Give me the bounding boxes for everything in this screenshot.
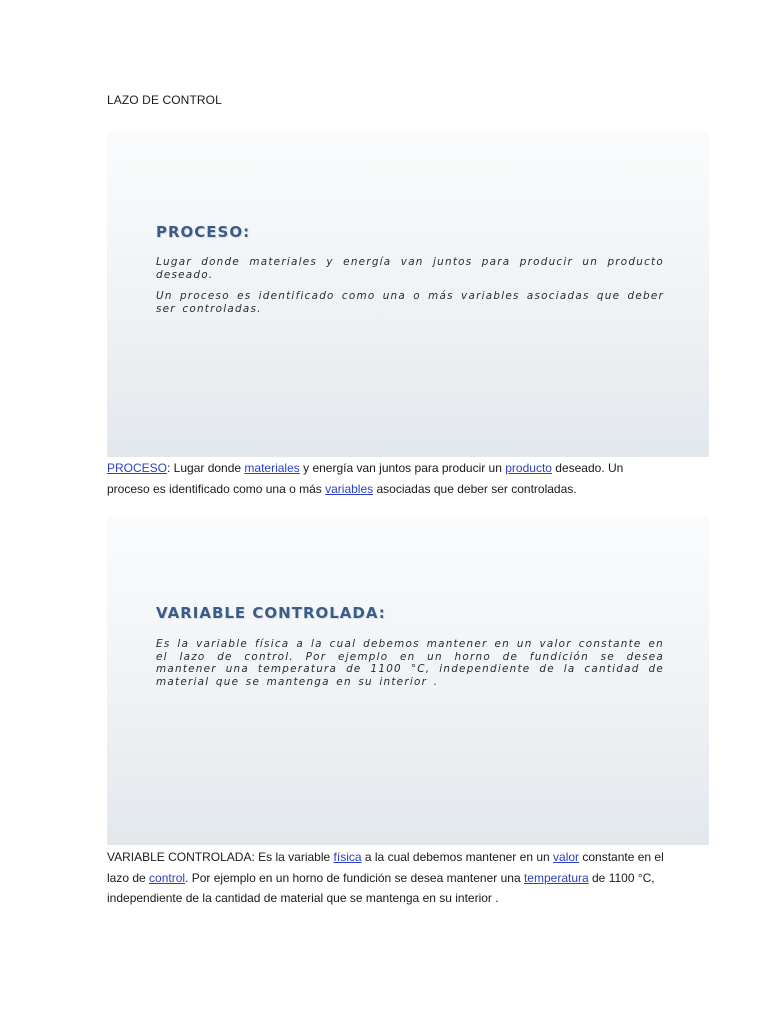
paragraph-text: asociadas que deber ser controladas. [373,481,577,496]
paragraph-text: . Por ejemplo en un horno de fundición se desea mantener una [185,870,524,885]
link-fisica[interactable]: física [333,850,362,864]
paragraph-text: constante en el lazo de [107,850,664,885]
paragraph-variable-controlada [107,847,667,909]
link-control[interactable]: control [149,870,186,885]
slide-title: PROCESO: [156,223,251,241]
slide-text: Es la variable física a la cual debemos mantener en un valor constante en el lazo de control. Por ejemplo en un horno de fundición se desea mantener una temperatura de 1100 °C, independiente de la cantidad de material que se mantenga en su interior . [156,638,664,688]
slide-text: Un proceso es identificado como una o más variables asociadas que deber ser controladas. [156,290,664,315]
slide-image-proceso [107,131,709,457]
slide-image-variable-controlada [107,517,709,845]
paragraph-proceso [107,458,667,499]
paragraph-text: y energía van juntos para producir un [299,461,506,475]
link-proceso[interactable]: PROCESO [107,461,168,475]
slide-title: VARIABLE CONTROLADA: [156,604,386,622]
link-variables[interactable]: variables [325,481,374,496]
link-valor[interactable]: valor [553,850,580,864]
paragraph-text: a la cual debemos mantener en un [361,850,554,864]
link-producto[interactable]: producto [505,461,552,475]
paragraph-text: de 1100 °C, independiente de la cantidad de material que se mantenga en su interior . [107,870,655,905]
slide-text: Lugar donde materiales y energía van juntos para producir un producto deseado. [156,256,664,281]
document-heading: LAZO DE CONTROL [107,93,222,107]
link-materiales[interactable]: materiales [244,461,300,475]
link-temperatura[interactable]: temperatura [523,870,589,885]
paragraph-text: deseado. Un proceso es identificado como una o más [107,461,624,496]
paragraph-text: : Lugar donde [167,461,245,475]
paragraph-text: VARIABLE CONTROLADA: Es la variable [107,850,334,864]
